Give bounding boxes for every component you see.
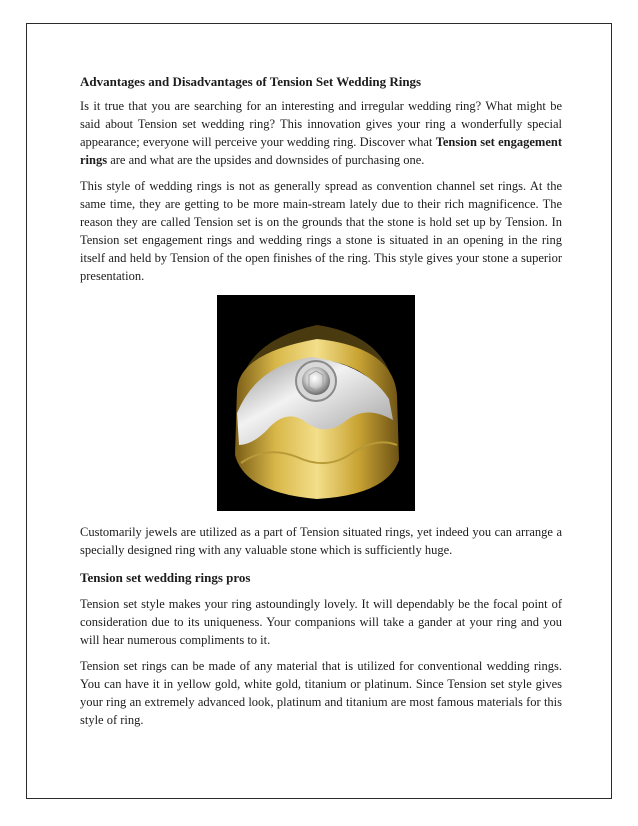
- pros-paragraph-1: Tension set style makes your ring astoundingly lovely. It will dependably be the focal point of consideration due to its uniqueness. Your companions will take a gander at your ring and you will hear numerous compliments to it.: [80, 597, 562, 647]
- article-title: Advantages and Disadvantages of Tension Set Wedding Rings: [80, 74, 422, 89]
- intro-text-end: are and what are the upsides and downsides of purchasing one.: [107, 153, 425, 167]
- intro-bold-phrase: Tension set engagement rings: [80, 135, 562, 167]
- intro-paragraph: [80, 97, 562, 169]
- document-page: [26, 23, 612, 799]
- pros-paragraph-2: Tension set rings can be made of any material that is utilized for conventional wedding rings. You can have it in yellow gold, white gold, titanium or platinum. Since Tension set style gives your ring an extremely advanced look, platinum and titanium are most famous materials for this style of ring.: [80, 659, 562, 727]
- style-paragraph: This style of wedding rings is not as generally spread as convention channel set rings. At the same time, they are getting to be more main-stream lately due to their rich magnificence. The reason they are called Tension set is on the grounds that the stone is hold set up by Tension. In Tension set engagement rings and wedding rings a stone is situated in an opening in the ring itself and held by Tension of the open finishes of the ring. This style gives your stone a superior presentation.: [80, 179, 562, 283]
- pros-heading: Tension set wedding rings pros: [80, 570, 251, 585]
- custom-stone-paragraph: Customarily jewels are utilized as a part of Tension situated rings, yet indeed you can arrange a specially designed ring with any valuable stone which is sufficiently huge.: [80, 525, 562, 557]
- ring-photo: [217, 295, 415, 511]
- article-body: [80, 73, 562, 737]
- tension-ring-image: [217, 295, 415, 511]
- intro-text-start: Is it true that you are searching for an interesting and irregular wedding ring? What might be said about Tension set wedding ring? This innovation gives your ring a wonderfully special appearance; everyone will perceive your wedding ring. Discover what: [80, 99, 562, 149]
